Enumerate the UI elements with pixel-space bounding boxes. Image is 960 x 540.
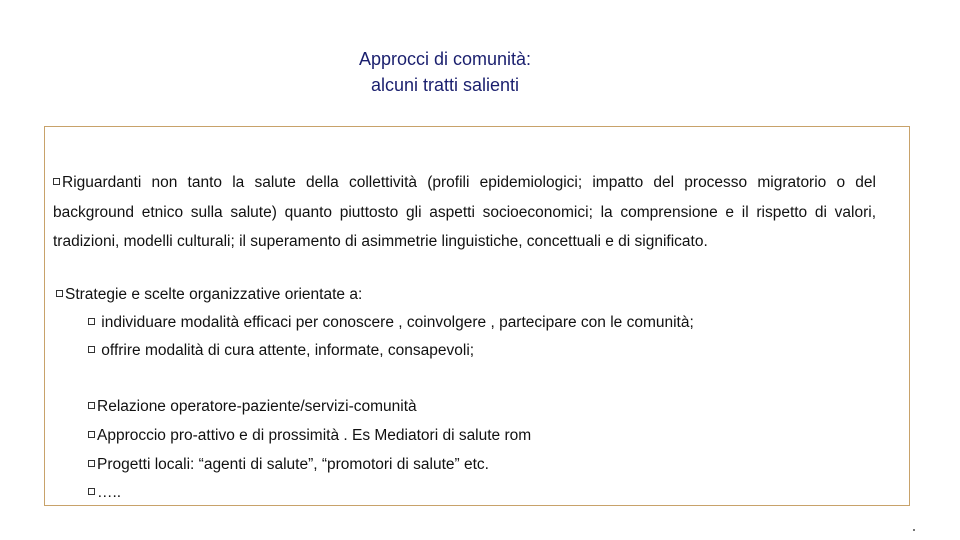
slide-title (300, 46, 590, 98)
strategy-item (88, 314, 694, 332)
square-bullet-icon (88, 460, 95, 467)
strategies-heading-text: Strategie e scelte organizzative orientate a: (65, 286, 363, 303)
point-item-text: Progetti locali: “agenti di salute”, “promotori di salute” etc. (97, 456, 489, 473)
intro-text: Riguardanti non tanto la salute della collettività (profili epidemiologici; impatto del processo migratorio o del background etnico sulla salute) quanto piuttosto gli aspetti socioeconomici; la comprensione e il rispetto di valori, tradizioni, modelli culturali; il superamento di asimmetrie linguistiche, concettuali e di significato. (53, 174, 876, 250)
square-bullet-icon (56, 290, 63, 297)
intro-paragraph (53, 168, 876, 257)
point-item-text: ….. (97, 484, 122, 501)
point-item (88, 398, 417, 416)
strategy-item-text: offrire modalità di cura attente, informate, consapevoli; (97, 342, 475, 359)
strategy-item-text: individuare modalità efficaci per conoscere , coinvolgere , partecipare con le comunità; (97, 314, 694, 331)
corner-dot (913, 529, 915, 531)
point-item (88, 456, 489, 474)
square-bullet-icon (88, 488, 95, 495)
title-line-1: Approcci di comunità: (358, 49, 532, 69)
point-item (88, 484, 121, 502)
strategies-heading (56, 286, 362, 304)
square-bullet-icon (88, 318, 95, 325)
square-bullet-icon (88, 346, 95, 353)
square-bullet-icon (88, 402, 95, 409)
strategy-item (88, 342, 474, 360)
point-item-text: Approccio pro-attivo e di prossimità . Es Mediatori di salute rom (97, 427, 532, 444)
point-item-text: Relazione operatore-paziente/servizi-comunità (97, 398, 417, 415)
square-bullet-icon (88, 431, 95, 438)
square-bullet-icon (53, 178, 60, 185)
title-line-2: alcuni tratti salienti (370, 75, 520, 95)
point-item (88, 427, 531, 445)
